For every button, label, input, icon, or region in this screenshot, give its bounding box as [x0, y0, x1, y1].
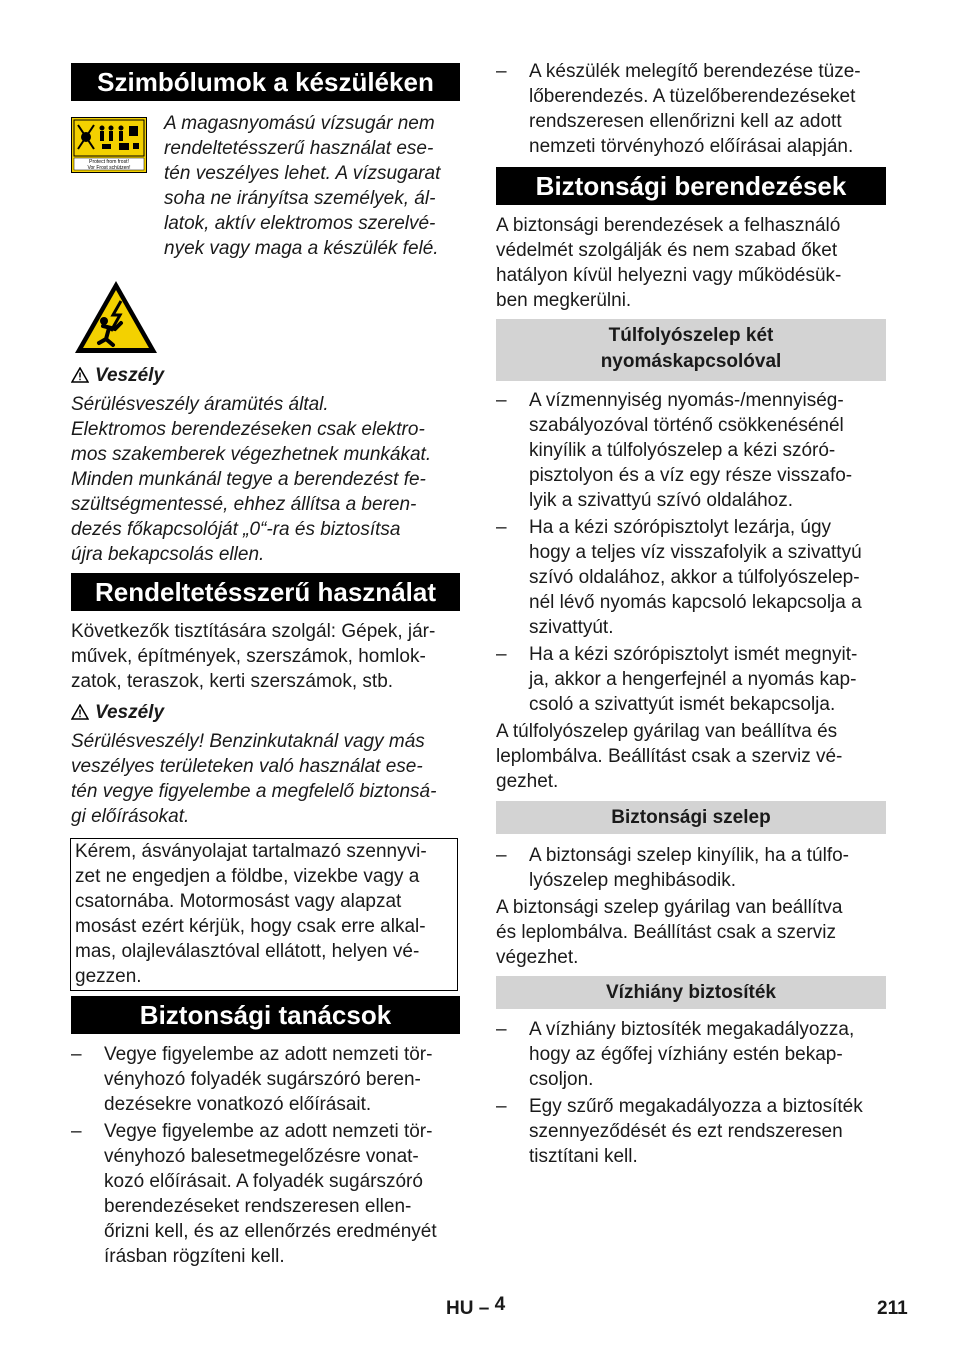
list-item: – A vízmennyiség nyomás-/mennyiség- szabályozóval történő csökkenésénél kinyílik a túlfolyószelep a kézi szóró- pisztolyon és a víz egy része visszafo- lyik a szivattyú szívó oldalához.	[496, 390, 853, 511]
list-item: – Vegye figyelembe az adott nemzeti tör- vényhozó balesetmegelőzésre vonat- kozó előírásait. A folyadék sugárszóró berendezéseket rendszeresen ellen- őrizni kell, és az ellenőrzés eredményét írásban rögzíteni kell.	[71, 1121, 437, 1267]
water-shortage-list	[496, 1017, 886, 1169]
heading-symbols: Szimbólumok a készüléken	[71, 63, 460, 101]
overflow-valve-list	[496, 388, 886, 717]
subheading-safety-valve: Biztonsági szelep	[496, 801, 886, 834]
warning-triangle-icon	[71, 704, 89, 720]
safety-valve-text: A biztonsági szelep gyárilag van beállítva és leplombálva. Beállítást csak a szerviz végezhet.	[496, 897, 843, 968]
danger-text-2: Sérülésveszély! Benzinkutaknál vagy más veszélyes területeken való használat ese- tén vegye figyelembe a megfelelő biztonsá- gi előírásokat.	[71, 731, 437, 827]
frost-label-de: Vor Frost schützen!	[87, 165, 131, 171]
heading-usage: Rendeltetésszerű használat	[71, 573, 460, 611]
list-item: – A biztonsági szelep kinyílik, ha a túlfo- lyószelep meghibásodik.	[496, 845, 850, 891]
safety-valve-list	[496, 843, 886, 893]
list-item: – Ha a kézi szórópisztolyt ismét megnyit- ja, akkor a hengerfejnél a nyomás kap- csoló a szivattyút ismét bekapcsolja.	[496, 644, 858, 715]
danger-label-2: Veszély	[71, 700, 164, 725]
footer-page-label: HU – 4	[446, 1294, 506, 1319]
overflow-valve-text: A túlfolyószelep gyárilag van beállítva és leplombálva. Beállítást csak a szerviz vé- gezhet.	[496, 721, 843, 792]
safety-advice-list	[71, 1042, 460, 1269]
list-item: – Vegye figyelembe az adott nemzeti tör- vényhozó folyadék sugárszóró beren- dezésekre vonatkozó előírásait.	[71, 1044, 433, 1115]
subheading-overflow-valve: Túlfolyószelep két nyomáskapcsolóval	[496, 319, 886, 381]
heater-list	[496, 59, 886, 159]
list-item: – Ha a kézi szórópisztolyt lezárja, úgy hogy a teljes víz visszafolyik a szivattyú szívó oldalához, akkor a túlfolyószelep- nél lévő nyomás kapcsoló lekapcsolja a szivattyút.	[496, 517, 862, 638]
warning-triangle-icon	[71, 367, 89, 383]
environment-notice-box: Kérem, ásványolajat tartalmazó szennyvi- zet ne engedjen a földbe, vizekbe vagy a csatornába. Motormosást vagy alapzat mosást ezért kérjük, hogy csak erre alkal- mas, olajleválasztóval ellátott, helyen vé- gezzen.	[70, 838, 458, 991]
danger-label-1: Veszély	[71, 363, 164, 388]
heading-safety-advice: Biztonsági tanácsok	[71, 996, 460, 1034]
list-item: – Egy szűrő megakadályozza a biztosíték szennyeződését és ezt rendszeresen tisztítani kell.	[496, 1096, 863, 1167]
list-item: – A készülék melegítő berendezése tüze- lőberendezés. A tüzelőberendezéseket rendszeresen ellenőrizni kell az adott nemzeti törvényhozó előírásai alapján.	[496, 61, 861, 157]
frost-label-en: Protect from frost!	[89, 159, 129, 165]
danger-text-1: Sérülésveszély áramütés által. Elektromos berendezéseken csak elektro- mos szakemberek végezhetnek munkákat. Minden munkánál tegye a berendezést fe- szültségmentessé, ehhez állítsa a beren- dezés főkapcsolóját „0“-ra és biztosítsa újra bekapcsolás ellen.	[71, 394, 432, 565]
subheading-water-shortage: Vízhiány biztosíték	[496, 976, 886, 1009]
usage-text: Következők tisztítására szolgál: Gépek, jár- művek, építmények, szerszámok, homlok- zatok, teraszok, kerti szerszámok, stb.	[71, 621, 436, 692]
symbols-text: A magasnyomású vízsugár nem rendeltetésszerű használat ese- tén veszélyes lehet. A vízsugarat soha ne irányítsa személyek, ál- latok, aktív elektromos szerelvé- nyek vagy maga a készülék felé.	[164, 113, 441, 259]
electric-shock-warning-icon	[73, 279, 159, 355]
footer-page-number: 211	[877, 1298, 908, 1319]
list-item: – A vízhiány biztosíték megakadályozza, hogy az égőfej vízhiány estén bekap- csoljon.	[496, 1019, 855, 1090]
device-warning-label-icon	[71, 117, 147, 173]
safety-devices-text: A biztonsági berendezések a felhasználó védelmét szolgálják és nem szabad őket hatályon kívül helyezni vagy működésük- ben megkerülni.	[496, 215, 842, 311]
heading-safety-devices: Biztonsági berendezések	[496, 167, 886, 205]
